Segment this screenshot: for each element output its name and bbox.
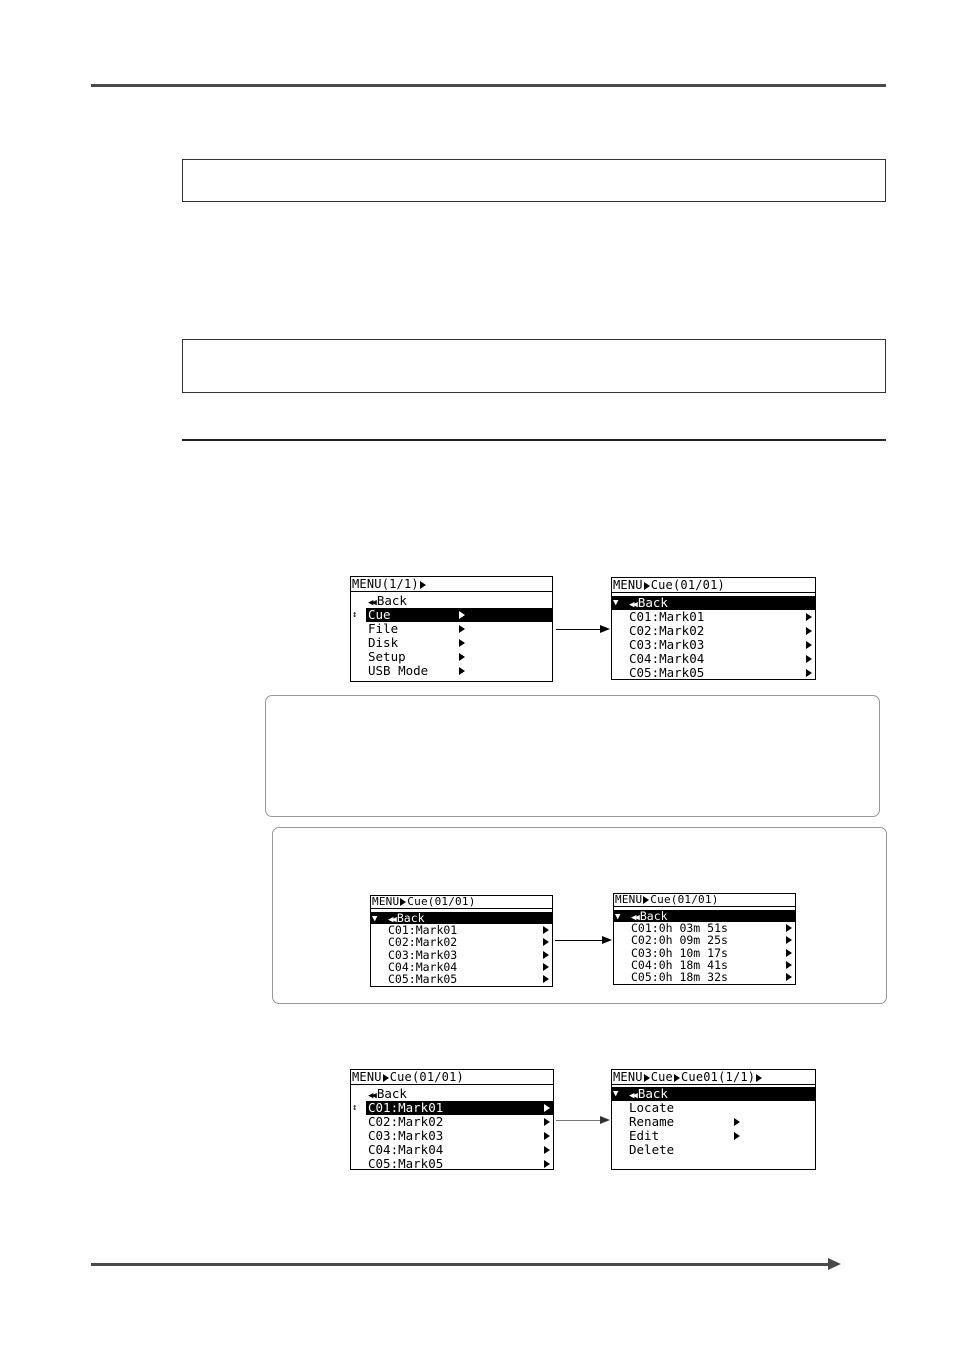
lcd-item-label: C04:Mark04 xyxy=(368,1142,444,1157)
lcd-item-label: Back xyxy=(637,595,668,610)
lcd-menu-item[interactable] xyxy=(351,608,552,622)
lcd-menu-item[interactable] xyxy=(351,636,552,650)
submenu-arrow-icon xyxy=(544,1104,550,1112)
lcd-screen-cue-edit xyxy=(611,1069,816,1170)
submenu-arrow-icon xyxy=(786,936,792,944)
lcd-item-label: C03:Mark03 xyxy=(388,947,458,962)
lcd-menu-item[interactable] xyxy=(351,1143,553,1157)
lcd-menu-item[interactable] xyxy=(351,594,552,608)
right-triangle-icon xyxy=(400,898,406,906)
next-page-arrow-icon xyxy=(828,1258,841,1270)
submenu-arrow-icon xyxy=(786,961,792,969)
lcd-menu-item[interactable] xyxy=(612,638,815,652)
scroll-down-icon: ▼ xyxy=(615,912,621,922)
lcd-item-label: Back xyxy=(639,909,668,923)
lcd-item-label: C05:Mark05 xyxy=(368,1156,444,1170)
submenu-arrow-icon xyxy=(806,669,812,677)
back-icon: ◀◀ xyxy=(631,913,638,923)
lcd-screen-cue-select xyxy=(350,1069,554,1170)
bottom-rule xyxy=(91,1263,831,1266)
lcd-item-label: C03:Mark03 xyxy=(629,637,705,652)
submenu-arrow-icon xyxy=(806,655,812,663)
scroll-updown-icon: ↕ xyxy=(352,1103,358,1113)
lcd-item-label: Locate xyxy=(629,1100,675,1115)
right-triangle-icon xyxy=(756,1074,762,1082)
lcd-item-label: C03:0h 10m 17s xyxy=(631,945,728,960)
flow-arrow xyxy=(555,940,610,941)
right-triangle-icon xyxy=(644,1074,650,1082)
submenu-arrow-icon xyxy=(734,1118,740,1126)
submenu-arrow-icon xyxy=(544,1160,550,1168)
top-rule xyxy=(91,84,886,87)
lcd-menu-item[interactable] xyxy=(612,652,815,666)
lcd-item-label: C03:Mark03 xyxy=(368,1128,444,1143)
submenu-arrow-icon xyxy=(543,963,549,971)
lcd-menu-item[interactable] xyxy=(351,1129,553,1143)
flow-arrow xyxy=(556,629,608,630)
lcd-header: MENU Cue(01/01) xyxy=(612,578,815,593)
lcd-menu-item[interactable] xyxy=(612,610,815,624)
lcd-menu-item[interactable] xyxy=(351,1157,553,1170)
right-triangle-icon xyxy=(674,1074,680,1082)
lcd-item-label: Delete xyxy=(629,1142,675,1157)
submenu-arrow-icon xyxy=(786,949,792,957)
lcd-item-label: Setup xyxy=(368,649,406,664)
back-icon: ◀◀ xyxy=(388,915,395,925)
back-icon: ◀◀ xyxy=(629,1091,636,1101)
lcd-item-label: C05:Mark05 xyxy=(388,971,458,986)
lcd-item-label: C01:0h 03m 51s xyxy=(631,921,728,936)
lcd-item-label: Back xyxy=(376,1086,407,1101)
back-icon: ◀◀ xyxy=(368,598,375,608)
right-triangle-icon xyxy=(643,896,649,904)
scroll-down-icon: ▼ xyxy=(613,598,619,608)
lcd-header: MENU Cue(01/01) xyxy=(351,1070,553,1085)
submenu-arrow-icon xyxy=(459,611,465,619)
submenu-arrow-icon xyxy=(459,667,465,675)
right-triangle-icon xyxy=(644,582,650,590)
lcd-item-label: C02:Mark02 xyxy=(629,623,705,638)
scroll-updown-icon: ↕ xyxy=(352,610,358,620)
lcd-item-label: C01:Mark01 xyxy=(629,609,705,624)
lcd-screen-cue-list xyxy=(611,577,816,680)
submenu-arrow-icon xyxy=(459,653,465,661)
lcd-menu-item[interactable] xyxy=(612,1143,815,1157)
submenu-arrow-icon xyxy=(544,1132,550,1140)
lcd-item-label: C02:Mark02 xyxy=(368,1114,444,1129)
lcd-menu-item[interactable] xyxy=(612,1115,815,1129)
lcd-item-label: C04:Mark04 xyxy=(388,959,458,974)
right-triangle-icon xyxy=(420,581,426,589)
lcd-item-label: C05:0h 18m 32s xyxy=(631,969,728,984)
submenu-arrow-icon xyxy=(543,938,549,946)
tip-box-1 xyxy=(265,695,880,817)
lcd-item-label: C04:0h 18m 41s xyxy=(631,957,728,972)
submenu-arrow-icon xyxy=(543,975,549,983)
lcd-menu-item[interactable] xyxy=(351,650,552,664)
lcd-item-label: Back xyxy=(396,911,425,925)
flow-arrow xyxy=(556,1120,608,1121)
lcd-menu-item[interactable] xyxy=(612,1087,815,1101)
submenu-arrow-icon xyxy=(734,1132,740,1140)
submenu-arrow-icon xyxy=(543,926,549,934)
section-rule xyxy=(182,439,886,441)
lcd-menu-item[interactable] xyxy=(612,666,815,680)
lcd-item-label: USB Mode xyxy=(368,663,429,678)
note-box-1 xyxy=(182,159,886,202)
lcd-item-label: Rename xyxy=(629,1114,675,1129)
lcd-header: MENU(1/1) xyxy=(351,577,552,592)
lcd-item-label: Back xyxy=(376,593,407,608)
lcd-item-label: Edit xyxy=(629,1128,660,1143)
lcd-item-label: Disk xyxy=(368,635,399,650)
lcd-menu-item[interactable] xyxy=(612,1101,815,1115)
submenu-arrow-icon xyxy=(806,627,812,635)
lcd-menu-item[interactable] xyxy=(614,971,795,983)
lcd-screen-cue-times xyxy=(613,893,796,985)
lcd-item-label: Cue xyxy=(368,607,391,622)
lcd-item-label: C01:Mark01 xyxy=(388,923,458,938)
lcd-item-label: Back xyxy=(637,1086,668,1101)
submenu-arrow-icon xyxy=(806,613,812,621)
submenu-arrow-icon xyxy=(544,1118,550,1126)
lcd-menu-item[interactable] xyxy=(612,1129,815,1143)
back-icon: ◀◀ xyxy=(629,600,636,610)
scroll-down-icon: ▼ xyxy=(613,1089,619,1099)
submenu-arrow-icon xyxy=(543,951,549,959)
lcd-menu-item[interactable] xyxy=(612,596,815,610)
submenu-arrow-icon xyxy=(544,1146,550,1154)
lcd-menu-item[interactable] xyxy=(351,664,552,678)
lcd-screen-cue-names xyxy=(370,895,553,987)
lcd-item-label: C02:0h 09m 25s xyxy=(631,933,728,948)
lcd-menu-item[interactable] xyxy=(351,1115,553,1129)
lcd-menu-item[interactable] xyxy=(351,1101,553,1115)
submenu-arrow-icon xyxy=(786,924,792,932)
scroll-down-icon: ▼ xyxy=(372,914,378,924)
submenu-arrow-icon xyxy=(786,973,792,981)
lcd-header: MENU Cue(01/01) xyxy=(614,894,795,907)
lcd-item-label: C05:Mark05 xyxy=(629,665,705,680)
lcd-menu-item[interactable] xyxy=(351,622,552,636)
submenu-arrow-icon xyxy=(806,641,812,649)
right-triangle-icon xyxy=(383,1074,389,1082)
lcd-header: MENU Cue Cue01(1/1) xyxy=(612,1070,815,1085)
lcd-menu-item[interactable] xyxy=(612,624,815,638)
submenu-arrow-icon xyxy=(459,625,465,633)
lcd-item-label: C04:Mark04 xyxy=(629,651,705,666)
lcd-item-label: File xyxy=(368,621,399,636)
back-icon: ◀◀ xyxy=(368,1091,375,1101)
lcd-menu-item[interactable] xyxy=(371,973,552,985)
note-box-2 xyxy=(182,339,886,393)
lcd-screen-menu xyxy=(350,576,553,682)
lcd-item-label: C02:Mark02 xyxy=(388,935,458,950)
lcd-item-label: C01:Mark01 xyxy=(368,1100,444,1115)
lcd-header: MENU Cue(01/01) xyxy=(371,896,552,909)
lcd-menu-item[interactable] xyxy=(351,1087,553,1101)
submenu-arrow-icon xyxy=(459,639,465,647)
